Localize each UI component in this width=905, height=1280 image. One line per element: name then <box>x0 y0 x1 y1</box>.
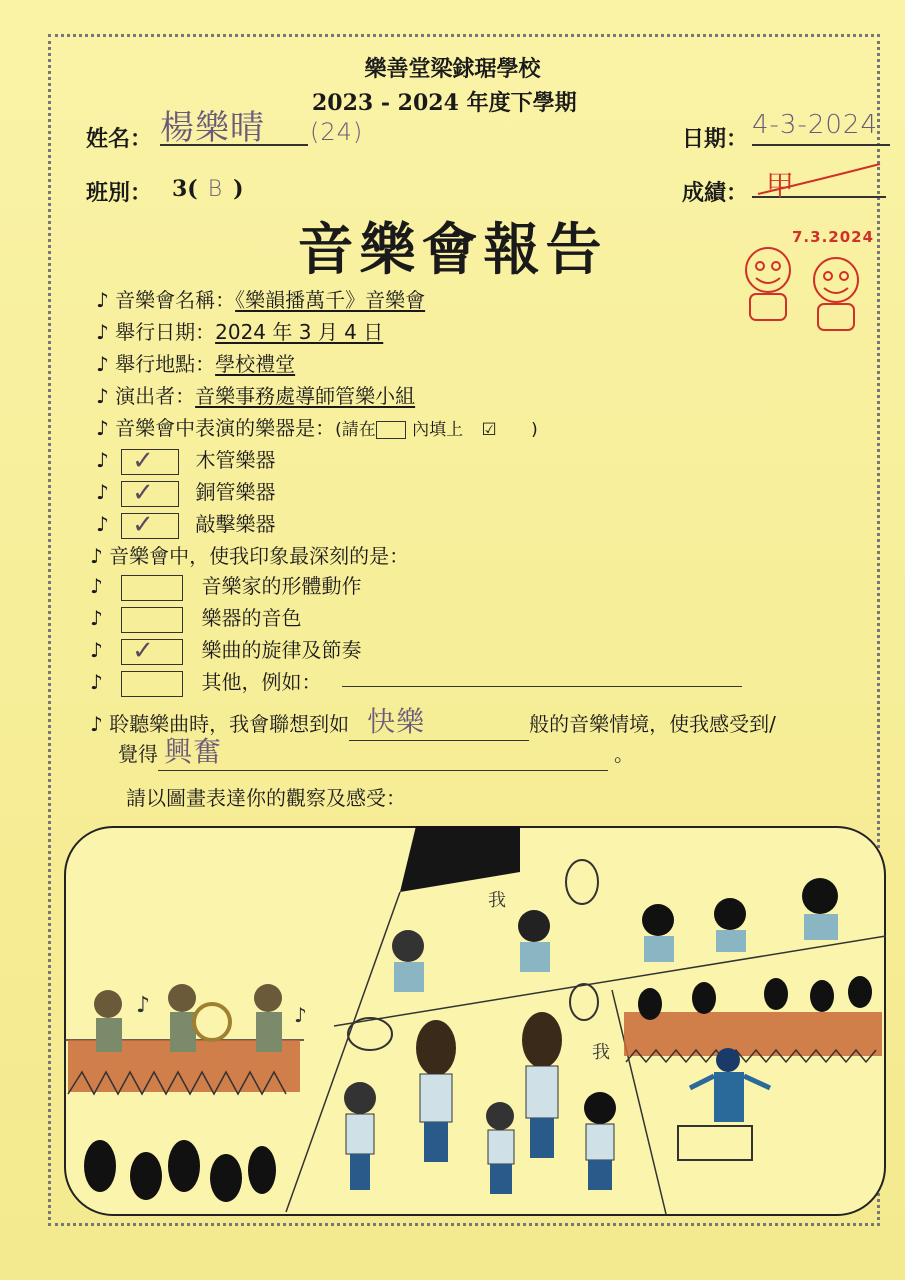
grade-label: 成績： <box>682 180 749 206</box>
melody-label: 樂曲的旋律及節奏 <box>201 638 362 662</box>
movement-checkbox[interactable] <box>121 575 183 601</box>
name-label: 姓名： <box>86 126 153 152</box>
class-label: 班別： <box>86 180 153 206</box>
melody-checkbox[interactable] <box>121 635 183 666</box>
other-label: 其他，例如： <box>201 670 322 694</box>
music-note-icon: ♪ <box>96 416 109 440</box>
music-note-icon: ♪ <box>96 512 109 536</box>
right-stage <box>624 1012 882 1056</box>
instruments-question <box>96 412 538 441</box>
grade-strike-mark <box>748 160 888 200</box>
impression-option-melody <box>90 634 361 665</box>
feeling-text-b: 般的音樂情境，使我感受到/ <box>529 712 776 736</box>
school-name: 樂善堂梁銶琚學校 <box>364 56 541 82</box>
instrument-option-woodwind <box>96 444 275 475</box>
music-note-icon: ♪ <box>90 638 103 662</box>
other-answer-line <box>342 686 742 687</box>
timbre-label: 樂器的音色 <box>201 606 302 630</box>
feeling-text-d: 。 <box>614 742 634 766</box>
brass-checkbox[interactable] <box>121 477 179 508</box>
music-note-icon: ♪ <box>96 320 109 344</box>
check-mark-icon: ✓ <box>132 635 154 666</box>
name-value: 楊樂晴 <box>160 108 265 148</box>
music-note-icon: ♪ <box>90 544 103 568</box>
concert-venue-line <box>96 348 295 377</box>
svg-text:♪: ♪ <box>294 1003 307 1027</box>
concert-venue-value: 學校禮堂 <box>215 352 296 376</box>
concert-venue-label: 舉行地點： <box>115 352 216 376</box>
feeling-fill-2: 興奮 <box>158 730 608 771</box>
impression-question-text: 音樂會中，使我印象最深刻的是： <box>109 544 410 568</box>
concert-date-label: 舉行日期： <box>115 320 216 344</box>
concert-name-value: 《樂韻播萬千》音樂會 <box>235 288 426 312</box>
feeling-text-c: 覺得 <box>118 742 158 766</box>
feeling-line-2 <box>118 730 634 771</box>
instrument-option-brass <box>96 476 275 507</box>
date-label: 日期： <box>682 126 749 152</box>
concert-name-label: 音樂會名稱： <box>115 288 236 312</box>
term-label: 2023 - 2024 年度下學期 <box>312 90 577 116</box>
concert-name-line <box>96 284 425 313</box>
feeling-fill-1: 快樂 <box>349 700 529 741</box>
instruction-mid: 內填上 <box>412 420 464 440</box>
instrument-option-percussion <box>96 508 275 539</box>
music-note-icon: ♪ <box>96 448 109 472</box>
performer-line <box>96 380 415 409</box>
impression-question <box>90 540 409 569</box>
feeling-text-a: 聆聽樂曲時，我會聯想到如 <box>109 712 350 736</box>
music-note-icon: ♪ <box>90 574 103 598</box>
music-note-icon: ♪ <box>96 480 109 504</box>
class-prefix: 3( <box>172 176 198 202</box>
drawing-prompt: 請以圖畫表達你的觀察及感受： <box>126 786 406 810</box>
music-note-icon: ♪ <box>96 288 109 312</box>
grade-value: 甲 <box>766 169 796 202</box>
svg-text:♪: ♪ <box>136 993 151 1018</box>
class-number: (24) <box>310 118 364 146</box>
class-value: B <box>207 177 224 202</box>
instruments-question-text: 音樂會中表演的樂器是： <box>115 416 336 440</box>
check-mark-icon: ✓ <box>132 445 154 476</box>
date-value: 4-3-2024 <box>752 110 879 140</box>
stamp-date: 7.3.2024 <box>792 228 875 246</box>
music-note-icon: ♪ <box>90 606 103 630</box>
concert-date-line <box>96 316 383 345</box>
name-field <box>160 100 308 146</box>
woodwind-checkbox[interactable] <box>121 445 179 476</box>
checkbox-checked-icon: ☑ <box>481 420 497 440</box>
class-field <box>172 176 244 202</box>
me-label-2: 我 <box>592 1042 610 1063</box>
other-checkbox[interactable] <box>121 671 183 697</box>
me-label-1: 我 <box>488 890 506 911</box>
percussion-label: 敲擊樂器 <box>195 512 276 536</box>
class-suffix: ) <box>233 176 244 202</box>
concert-date-value: 2024 年 3 月 4 日 <box>215 320 384 344</box>
music-note-icon: ♪ <box>90 712 103 736</box>
instruction-after: ) <box>531 420 538 440</box>
brass-label: 銅管樂器 <box>195 480 276 504</box>
percussion-checkbox[interactable] <box>121 509 179 540</box>
instruction-box <box>376 421 406 439</box>
impression-option-movement <box>90 570 361 601</box>
check-mark-icon: ✓ <box>132 509 154 540</box>
movement-label: 音樂家的形體動作 <box>201 574 362 598</box>
instruction-before: (請在 <box>335 420 376 440</box>
report-title: 音樂會報告 <box>297 217 608 283</box>
music-note-icon: ♪ <box>96 384 109 408</box>
performer-label: 演出者： <box>115 384 196 408</box>
performer-value: 音樂事務處導師管樂小組 <box>195 384 416 408</box>
music-note-icon: ♪ <box>96 352 109 376</box>
impression-option-timbre <box>90 602 301 633</box>
student-drawing <box>64 826 886 1216</box>
check-mark-icon: ✓ <box>132 477 154 508</box>
date-field <box>752 110 890 146</box>
timbre-checkbox[interactable] <box>121 607 183 633</box>
music-note-icon: ♪ <box>90 670 103 694</box>
impression-option-other <box>90 666 321 697</box>
woodwind-label: 木管樂器 <box>195 448 276 472</box>
